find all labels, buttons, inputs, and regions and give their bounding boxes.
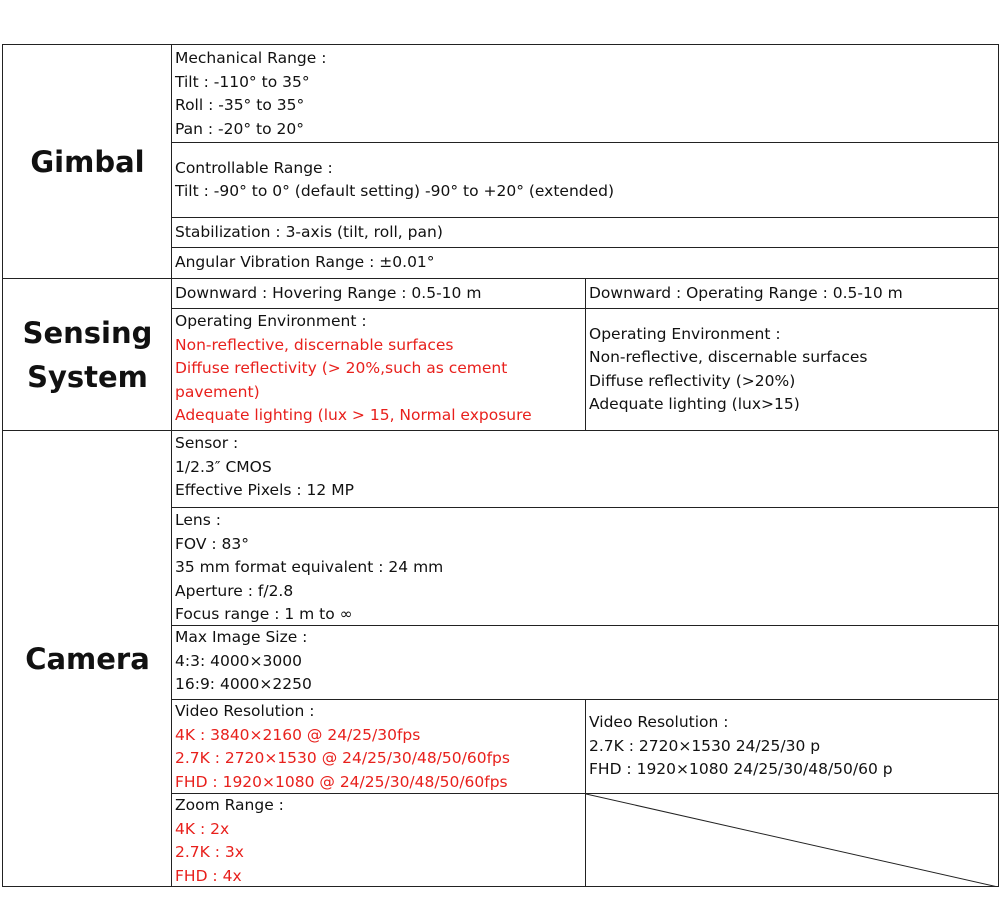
sensing-system-label [3, 279, 172, 430]
zoom-range-line: 4K : 2x [175, 819, 230, 838]
max-image-43: 4:3: 4000×3000 [175, 651, 302, 670]
environment-line-left: pavement) [175, 382, 260, 401]
environment-title-right: Operating Environment : [589, 324, 781, 343]
operating-range-text: Downward : Operating Range : 0.5-10 m [589, 283, 903, 302]
gimbal-label [3, 45, 172, 278]
operating-environment-right-cell [586, 309, 998, 430]
video-resolution-line-left: 4K : 3840×2160 @ 24/25/30fps [175, 725, 421, 744]
video-resolution-left-cell [172, 700, 585, 793]
max-image-169: 16:9: 4000×2250 [175, 675, 312, 693]
lens-equivalent: 35 mm format equivalent : 24 mm [175, 558, 444, 576]
angular-vibration-cell [172, 248, 998, 278]
environment-title-left: Operating Environment : [175, 312, 367, 330]
spec-table [2, 44, 999, 887]
video-resolution-line-left: 2.7K : 2720×1530 @ 24/25/30/48/50/60fps [175, 749, 510, 767]
camera-label [3, 431, 172, 886]
environment-line-left: Diffuse reflectivity (> 20%,such as cement [175, 359, 508, 377]
zoom-range-title: Zoom Range : [175, 796, 284, 814]
controllable-range-title: Controllable Range : [175, 158, 333, 177]
lens-cell [172, 508, 998, 625]
max-image-title: Max Image Size : [175, 628, 308, 646]
sensing-downward-left-cell [172, 279, 585, 308]
lens-focus-range: Focus range : 1 m to ∞ [175, 605, 353, 623]
operating-environment-left-cell [172, 309, 585, 430]
mechanical-range-cell [172, 45, 998, 142]
angular-vibration-text: Angular Vibration Range : ±0.01° [175, 253, 435, 272]
sensing-label-line2: System [27, 359, 148, 394]
camera-label-text: Camera [25, 641, 150, 676]
controllable-range-cell [172, 143, 998, 217]
video-resolution-right-cell [586, 700, 998, 793]
environment-line-left: Adequate lighting (lux > 15, Normal exposure [175, 406, 532, 424]
stabilization-text: Stabilization : 3-axis (tilt, roll, pan) [175, 222, 443, 241]
mechanical-roll: Roll : -35° to 35° [175, 96, 305, 114]
lens-title: Lens : [175, 511, 221, 529]
environment-line-right: Diffuse reflectivity (>20%) [589, 371, 796, 390]
sensing-downward-right-cell [586, 279, 998, 308]
empty-cell-diagonal [586, 794, 998, 887]
sensor-cell [172, 431, 998, 507]
sensor-title: Sensor : [175, 434, 239, 452]
environment-line-right: Adequate lighting (lux>15) [589, 395, 800, 413]
effective-pixels: Effective Pixels : 12 MP [175, 481, 354, 499]
hovering-range-text: Downward : Hovering Range : 0.5-10 m [175, 283, 482, 302]
mechanical-pan: Pan : -20° to 20° [175, 119, 305, 138]
video-resolution-title-left: Video Resolution : [175, 702, 315, 720]
stabilization-cell [172, 218, 998, 247]
sensing-label-line1: Sensing [22, 315, 153, 350]
zoom-range-cell [172, 794, 585, 886]
video-resolution-line-right: FHD : 1920×1080 24/25/30/48/50/60 p [589, 760, 893, 779]
environment-line-left: Non-reflective, discernable surfaces [175, 335, 454, 354]
controllable-tilt: Tilt : -90° to 0° (default setting) -90° to +20° (extended) [175, 182, 615, 200]
mechanical-tilt: Tilt : -110° to 35° [175, 72, 310, 91]
zoom-range-line: 2.7K : 3x [175, 843, 244, 861]
lens-aperture: Aperture : f/2.8 [175, 581, 294, 600]
lens-fov: FOV : 83° [175, 534, 249, 553]
environment-line-right: Non-reflective, discernable surfaces [589, 348, 868, 366]
video-resolution-line-left: FHD : 1920×1080 @ 24/25/30/48/50/60fps [175, 772, 508, 791]
video-resolution-title-right: Video Resolution : [589, 713, 729, 732]
sensor-size: 1/2.3″ CMOS [175, 457, 272, 476]
gimbal-label-text: Gimbal [30, 144, 145, 179]
mechanical-range-title: Mechanical Range : [175, 49, 327, 67]
max-image-size-cell [172, 626, 998, 699]
zoom-range-line: FHD : 4x [175, 866, 242, 885]
video-resolution-line-right: 2.7K : 2720×1530 24/25/30 p [589, 736, 821, 755]
